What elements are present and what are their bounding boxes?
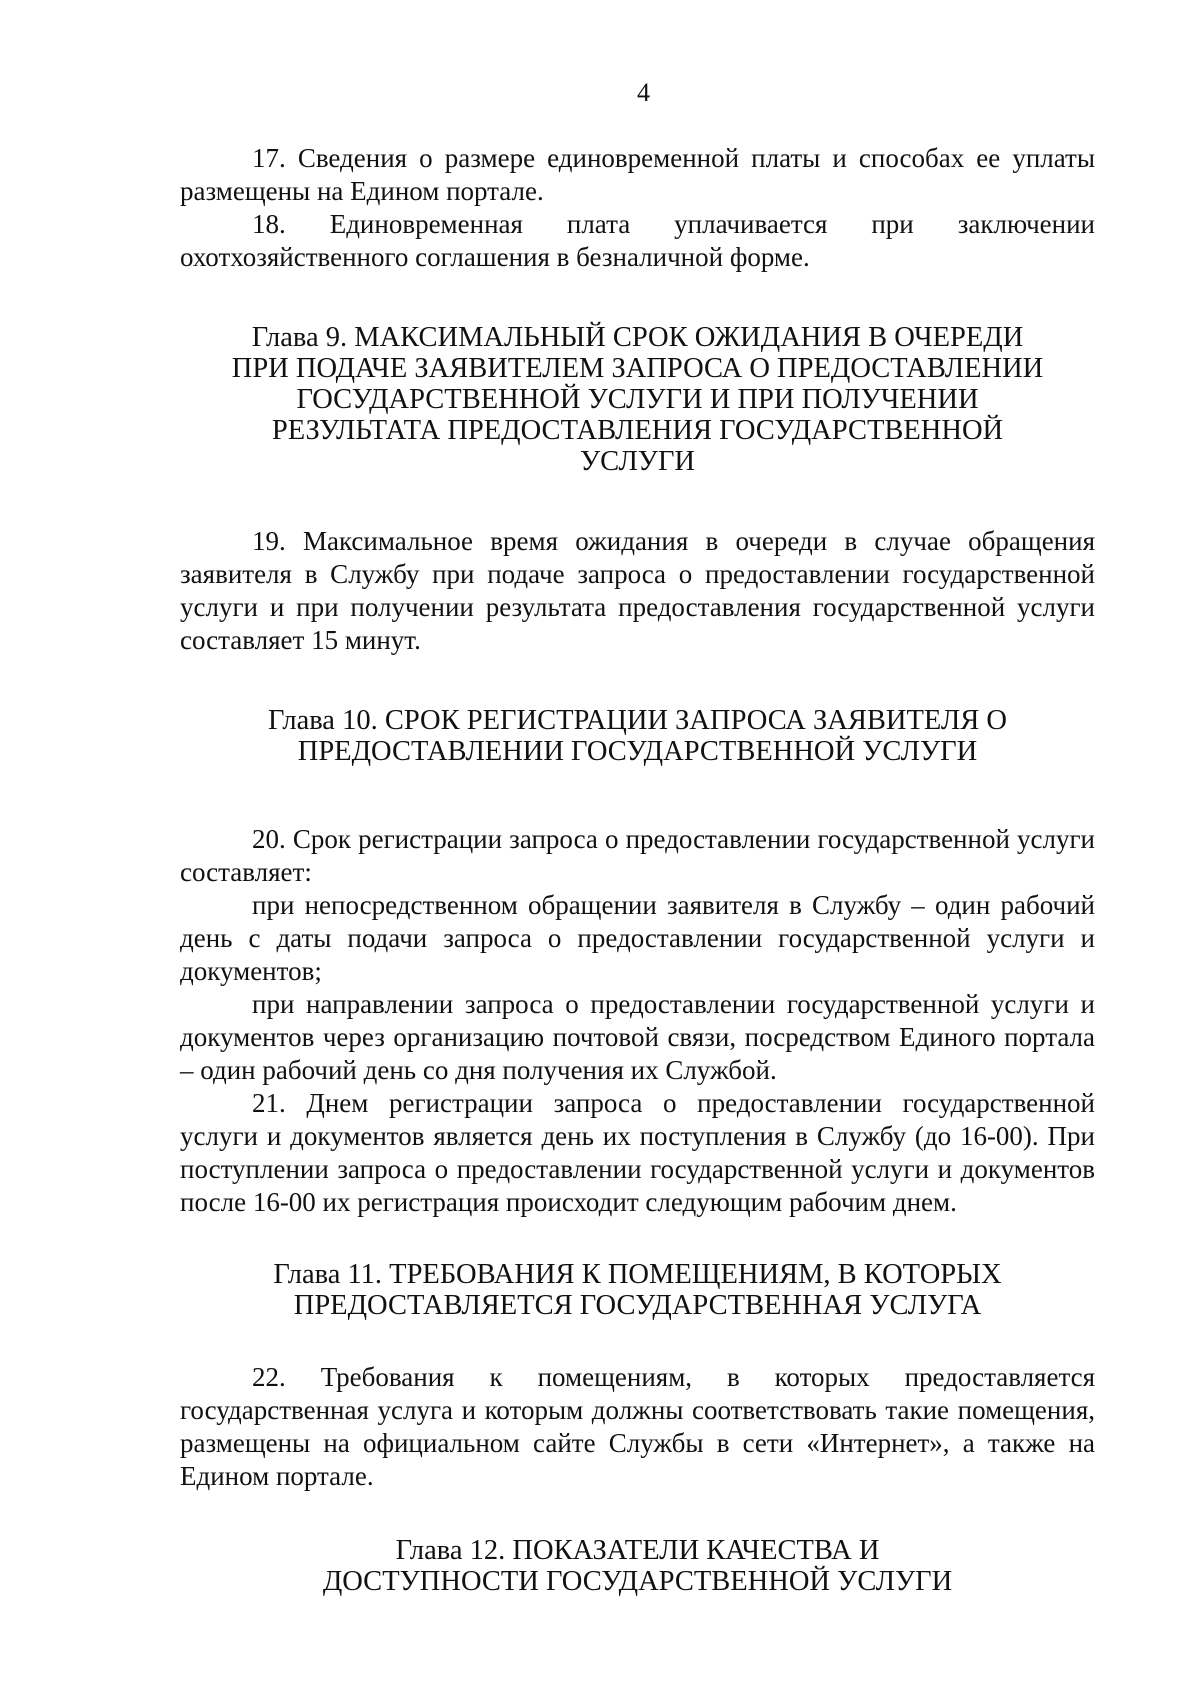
paragraph-18: 18. Единовременная плата уплачивается при заключении охотхозяйственного соглашения в безналичной форме.	[180, 209, 1095, 272]
paragraph-20-item-1: при непосредственном обращении заявителя в Службу – один рабочий день с даты подачи запроса о предоставлении государственной услуги и документов;	[180, 890, 1095, 986]
heading-chapter-10: Глава 10. СРОК РЕГИСТРАЦИИ ЗАПРОСА ЗАЯВИТЕЛЯ О ПРЕДОСТАВЛЕНИИ ГОСУДАРСТВЕННОЙ УСЛУГИ	[268, 705, 1007, 767]
paragraph-20-item-2: при направлении запроса о предоставлении государственной услуги и документов через организацию почтовой связи, посредством Единого портала – один рабочий день со дня получения их Службой.	[180, 989, 1095, 1085]
paragraph-21: 21. Днем регистрации запроса о предоставлении государственной услуги и документов является день их поступления в Службу (до 16-00). При поступлении запроса о предоставлении государственной услуги и документов после 16-00 их регистрация происходит следующим рабочим днем.	[180, 1088, 1095, 1217]
page-number: 4	[637, 78, 650, 107]
heading-chapter-12: Глава 12. ПОКАЗАТЕЛИ КАЧЕСТВА И ДОСТУПНОСТИ ГОСУДАРСТВЕННОЙ УСЛУГИ	[322, 1535, 953, 1597]
paragraph-19: 19. Максимальное время ожидания в очереди в случае обращения заявителя в Службу при подаче запроса о предоставлении государственной услуги и при получении результата предоставления государственной услуги составляет 15 минут.	[180, 526, 1095, 655]
paragraph-20: 20. Срок регистрации запроса о предоставлении государственной услуги составляет:	[180, 824, 1095, 887]
paragraph-17: 17. Сведения о размере единовременной платы и способах ее уплаты размещены на Едином портале.	[180, 143, 1095, 206]
heading-chapter-9: Глава 9. МАКСИМАЛЬНЫЙ СРОК ОЖИДАНИЯ В ОЧЕРЕДИ ПРИ ПОДАЧЕ ЗАЯВИТЕЛЕМ ЗАПРОСА О ПРЕДОСТАВЛЕНИИ ГОСУДАРСТВЕННОЙ УСЛУГИ И ПРИ ПОЛУЧЕНИИ РЕЗУЛЬТАТА ПРЕДОСТАВЛЕНИЯ ГОСУДАРСТВЕННОЙ УСЛУГИ	[231, 322, 1044, 477]
paragraph-22: 22. Требования к помещениям, в которых предоставляется государственная услуга и которым должны соответствовать такие помещения, размещены на официальном сайте Службы в сети «Интернет», а также на Едином портале.	[180, 1362, 1095, 1491]
heading-chapter-11: Глава 11. ТРЕБОВАНИЯ К ПОМЕЩЕНИЯМ, В КОТОРЫХ ПРЕДОСТАВЛЯЕТСЯ ГОСУДАРСТВЕННАЯ УСЛУГА	[273, 1259, 1002, 1321]
